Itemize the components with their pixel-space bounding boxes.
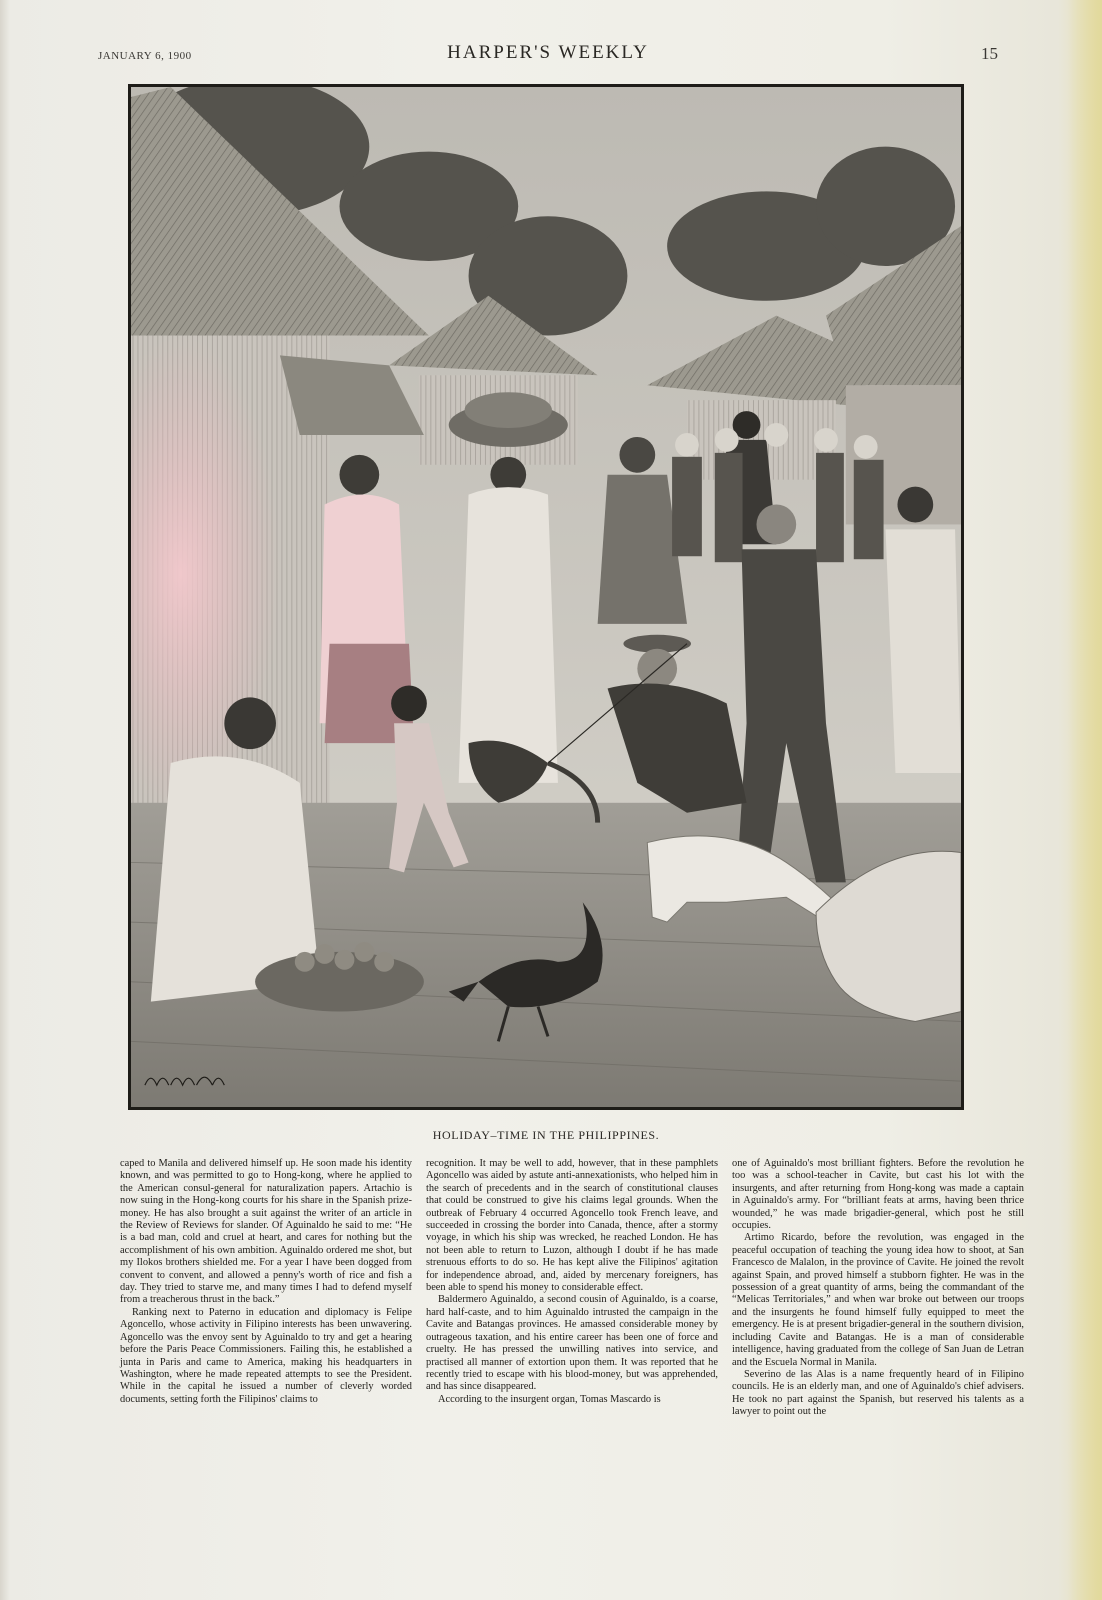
paragraph: caped to Manila and delivered himself up. He soon made his identity known, and was permitted to go to Hong-kong, where he applied to the American consul-general for naturalization papers. Artachio is now suing in the Hong-kong courts for his share in the Spanish prize-money. He has also brought a suit against the writer of an article in the Review of Reviews for slander. Of Aguinaldo he said to me: “He is a bad man, cold and cruel at heart, and cares for nothing but the accomplishment of his own ambition. Aguinaldo ordered me shot, but my Ilokos brothers shielded me. For a year I have been dogged from convent to convent, and allowed a penny's worth of rice and fish a day. They tried to starve me, and many times I had to defend myself from a treacherous thrust in the back.” bbox=[120, 1158, 412, 1306]
paragraph: one of Aguinaldo's most brilliant fighters. Before the revolution he too was a school-teacher in Cavite, but cast his lot with the insurgents, and after returning from Hong-kong was made a captain in Aguinaldo's army. For “brilliant feats at arms, having been thrice wounded,” he was made brigadier-general, which post he still occupies. bbox=[732, 1158, 1024, 1232]
paragraph: Severino de las Alas is a name frequently heard of in Filipino councils. He is an elderly man, and one of Aguinaldo's chief advisers. He took no part against the Spanish, but reserved his talents as a lawyer to point out the bbox=[732, 1368, 1024, 1418]
paragraph: Baldermero Aguinaldo, a second cousin of Aguinaldo, is a coarse, hard half-caste, and to him Aguinaldo intrusted the campaign in the Cavite and Batangas provinces. He amassed considerable money by outrageous taxation, and his entire career has been one of force and cruelty. He has pressed the unwilling natives into service, and practised all manner of extortion upon them. It was reported that he recently tried to escape with his blood-money, but was apprehended, and has since disappeared. bbox=[426, 1294, 718, 1393]
engraving-drawing bbox=[131, 87, 961, 1107]
article-column-3 bbox=[732, 1158, 1024, 1419]
header-date: JANUARY 6, 1900 bbox=[98, 50, 192, 62]
page-number: 15 bbox=[981, 44, 998, 63]
article-column-2 bbox=[426, 1158, 718, 1406]
page-yellowed-edge bbox=[1068, 0, 1102, 1600]
illustration-caption: HOLIDAY–TIME IN THE PHILIPPINES. bbox=[432, 1128, 660, 1142]
paragraph: Ranking next to Paterno in education and diplomacy is Felipe Agoncello, whose activity in Filipino interests has been unwavering. Agoncello was the envoy sent by Aguinaldo to try and get a hearing before the Paris Peace Commissioners. Failing this, he established a junta in Paris and came to America, making his headquarters in Washington, where he made repeated attempts to see the President. While in the capital he issued a number of cleverly worded documents, setting forth the Filipinos' claims to bbox=[120, 1306, 412, 1405]
article-column-1 bbox=[120, 1158, 412, 1406]
paragraph: According to the insurgent organ, Tomas Mascardo is bbox=[438, 1393, 661, 1405]
article-body bbox=[120, 1158, 1045, 1578]
paragraph: Artimo Ricardo, before the revolution, was engaged in the peaceful occupation of teaching the young idea how to shoot, at San Francesco de Malalon, in the province of Cavite. He joined the revolt against Spain, and proved himself a stubborn fighter. He was in the possession of a great quantity of arms, being the commandant of the “Melicas Territoriales,” and when war broke out between our troops and the insurgents he found himself fully equipped to meet the emergency. He is at present brigadier-general in the southern division, including Cavite and Batangas. He is a man of considerable intelligence, having graduated from the college of San Juan de Letran and the Escuela Normal in Manila. bbox=[732, 1232, 1024, 1368]
page-crease bbox=[0, 0, 10, 1600]
paragraph: recognition. It may be well to add, however, that in these pamphlets Agoncello was aided by astute anti-annexationists, who helped him in the search of precedents and in the search of constitutional clauses that could be construed to give his claims legal grounds. When the outbreak of February 4 occurred Agoncello took French leave, and succeeded in crossing the border into Canada, thence, after a stormy voyage, in which his ship was wrecked, he reached London. He has not been able to return to Luzon, although I doubt if he has made strenuous efforts to do so. He has kept alive the Filipinos' agitation for independence abroad, and, aided by mercenary foreigners, has been able to spend his money to considerable effect. bbox=[426, 1158, 718, 1294]
magazine-title: HARPER'S WEEKLY bbox=[447, 42, 649, 63]
running-header bbox=[98, 42, 998, 70]
engraving-illustration bbox=[128, 84, 964, 1110]
